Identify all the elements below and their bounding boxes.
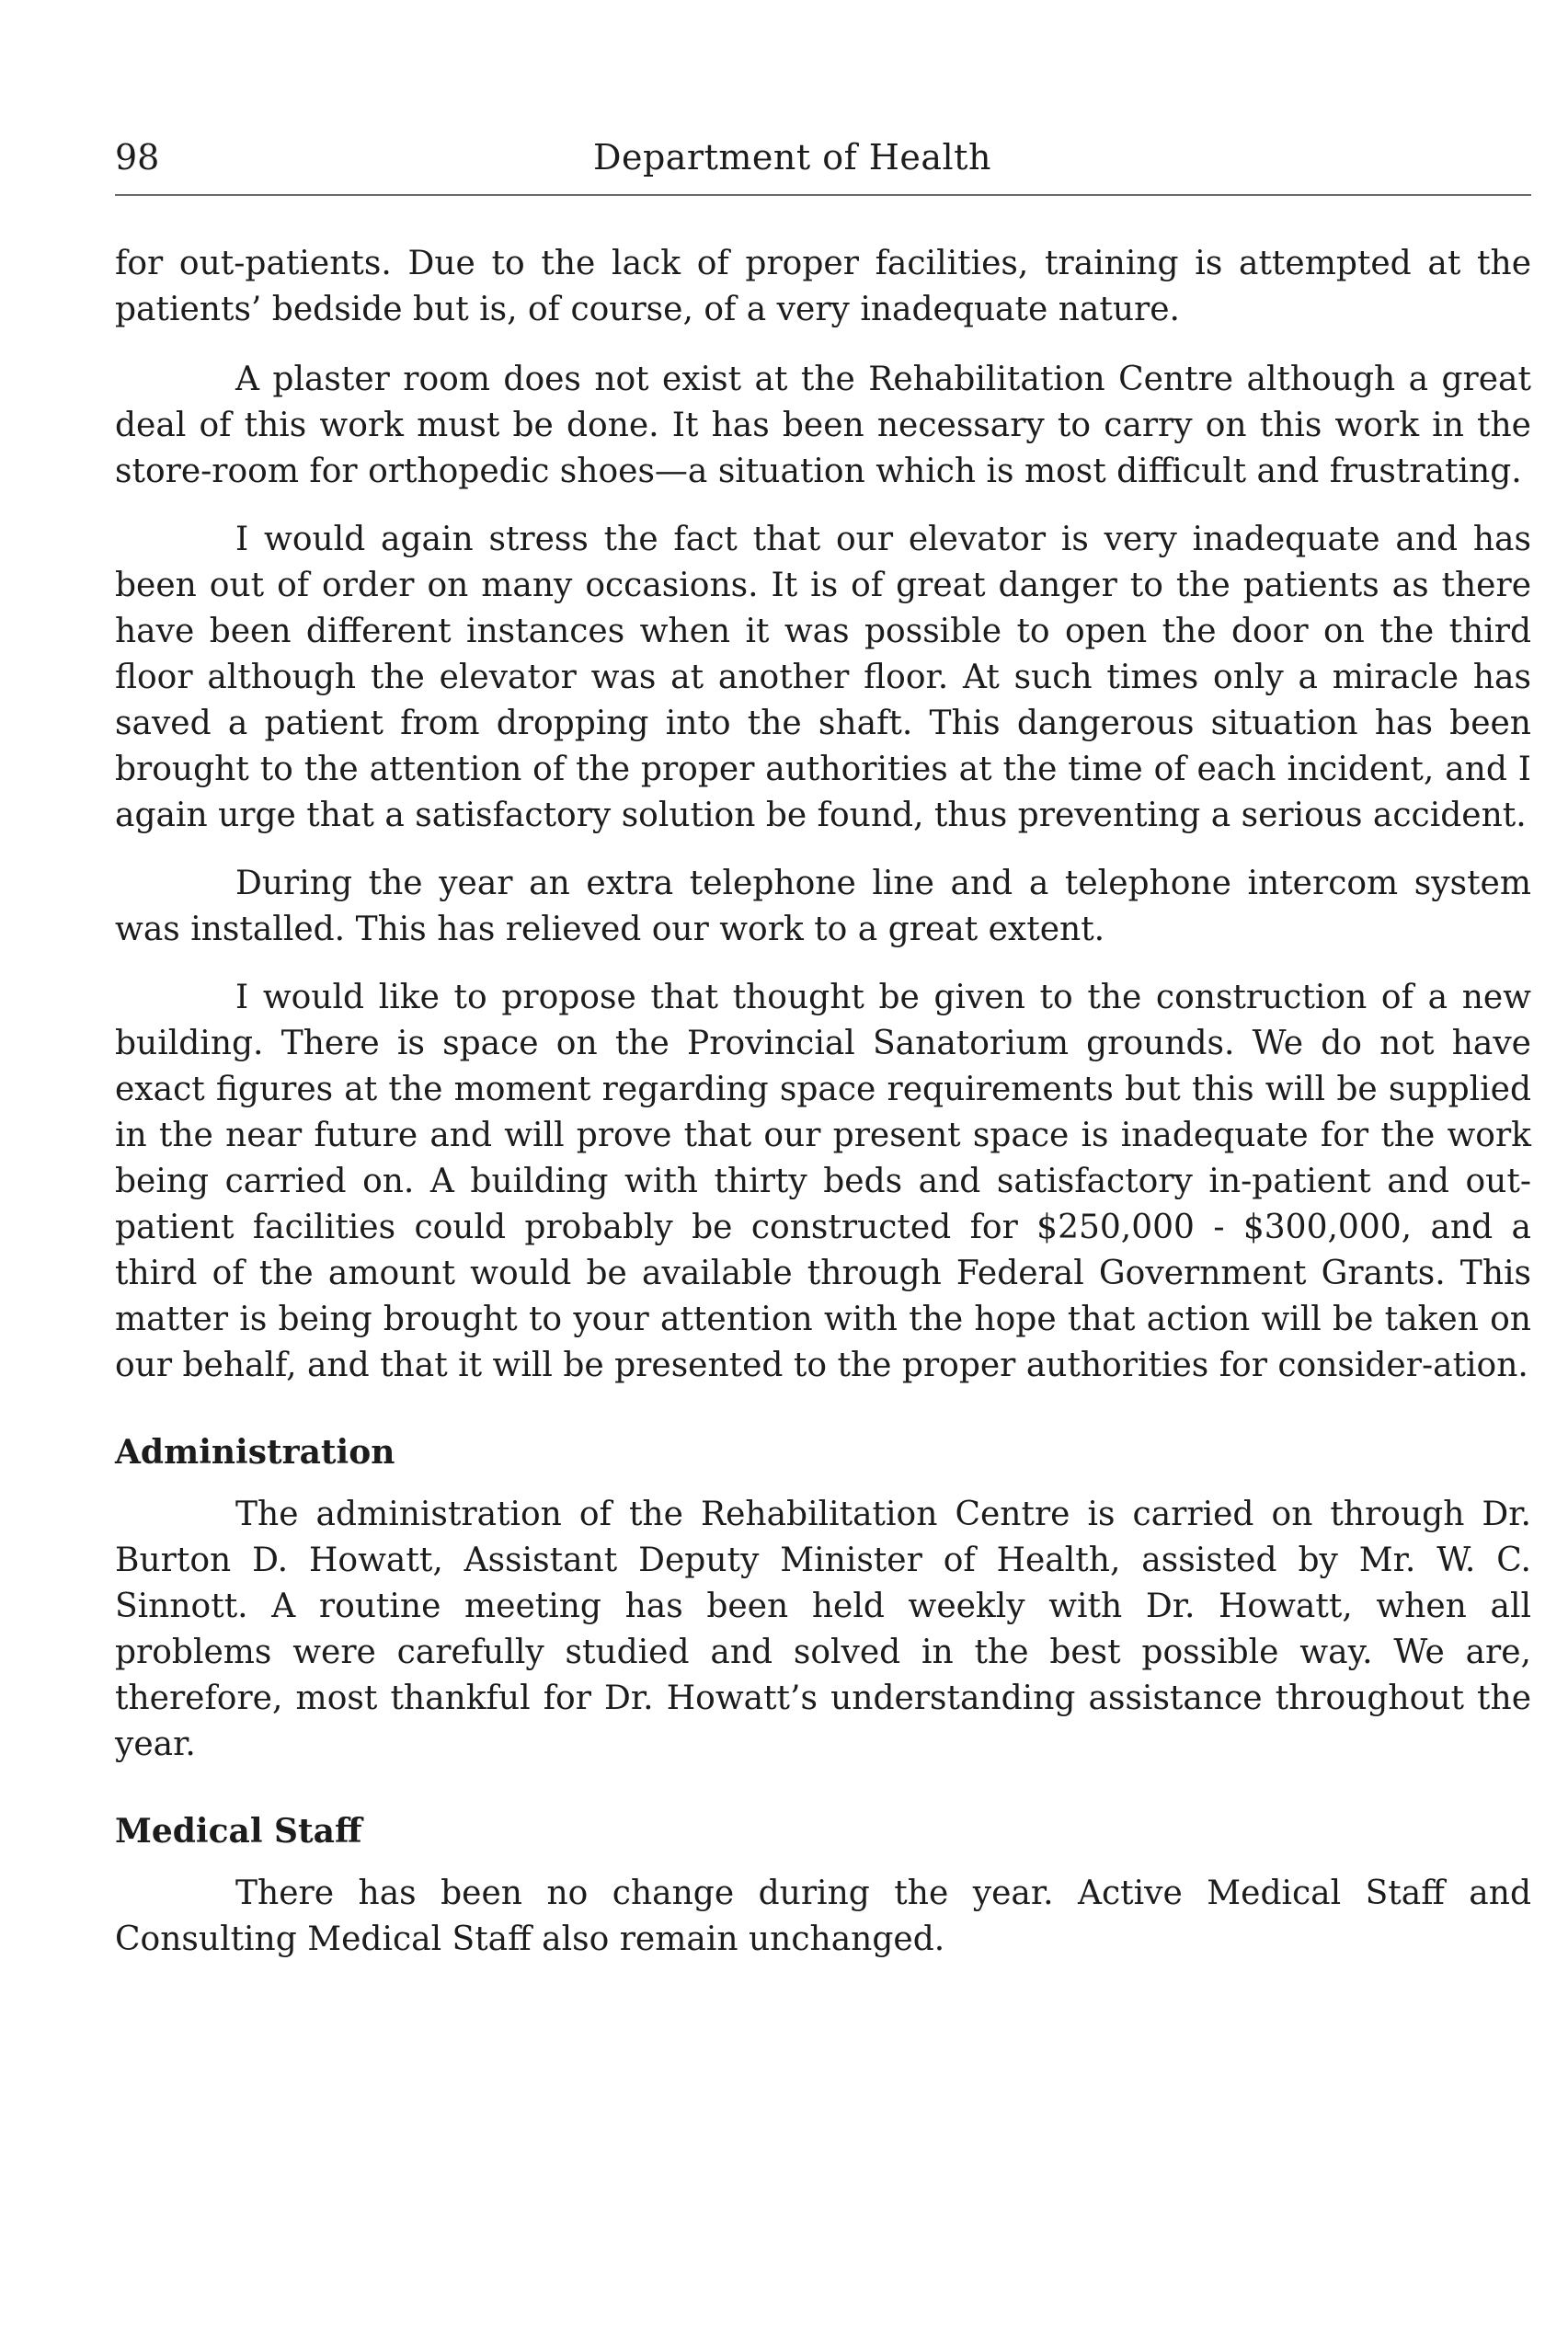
paragraph-new-building: I would like to propose that thought be given to the construction of a new building. There is space on the Provincial Sanatorium grounds. We do not have exact figures at the moment regarding space requirements but this will be supplied in the near future and will prove that our present space is inadequate for the work being carried on. A building with thirty beds and satisfactory in-patient and out-patient facilities could probably be constructed for $250,000 - $300,000, and a third of the amount would be available through Federal Government Grants. This matter is being brought to your attention with the hope that action will be taken on our behalf, and that it will be presented to the proper authorities for consider-ation. (115, 979, 1531, 1384)
header-rule (115, 194, 1531, 196)
header-title: Department of Health (593, 137, 991, 178)
section-heading-administration: Administration (115, 1433, 395, 1472)
body-text (115, 241, 1531, 1985)
paragraph-administration: The administration of the Rehabilitation Centre is carried on through Dr. Burton D. Howatt, Assistant Deputy Minister of Health, assisted by Mr. W. C. Sinnott. A routine meeting has been held weekly with Dr. Howatt, when all problems were carefully studied and solved in the best possible way. We are, therefore, most thankful for Dr. Howatt’s understanding assistance throughout the year. (115, 1496, 1531, 1763)
page-number: 98 (115, 137, 160, 178)
paragraph-plaster-room: A plaster room does not exist at the Rehabilitation Centre although a great deal of this work must be done. It has been necessary to carry on this work in the store-room for orthopedic shoes—a situation which is most difficult and frustrating. (115, 361, 1531, 490)
paragraph-telephone: During the year an extra telephone line and a telephone intercom system was installed. This has relieved our work to a great extent. (115, 865, 1531, 948)
running-header (115, 132, 1531, 183)
paragraph-outpatient-training: for out-patients. Due to the lack of proper facilities, training is attempted at the patients’ bedside but is, of course, of a very inadequate nature. (115, 245, 1531, 328)
paragraph-elevator: I would again stress the fact that our elevator is very inadequate and has been out of order on many occasions. It is of great danger to the patients as there have been different instances when it was possible to open the door on the third floor although the elevator was at another floor. At such times only a miracle has saved a patient from dropping into the shaft. This dangerous situation has been brought to the attention of the proper authorities at the time of each incident, and I again urge that a satisfactory solution be found, thus preventing a serious accident. (115, 521, 1531, 834)
section-heading-medical-staff: Medical Staff (115, 1812, 362, 1851)
paragraph-medical-staff: There has been no change during the year. Active Medical Staff and Consulting Medical Staff also remain unchanged. (115, 1874, 1531, 1958)
